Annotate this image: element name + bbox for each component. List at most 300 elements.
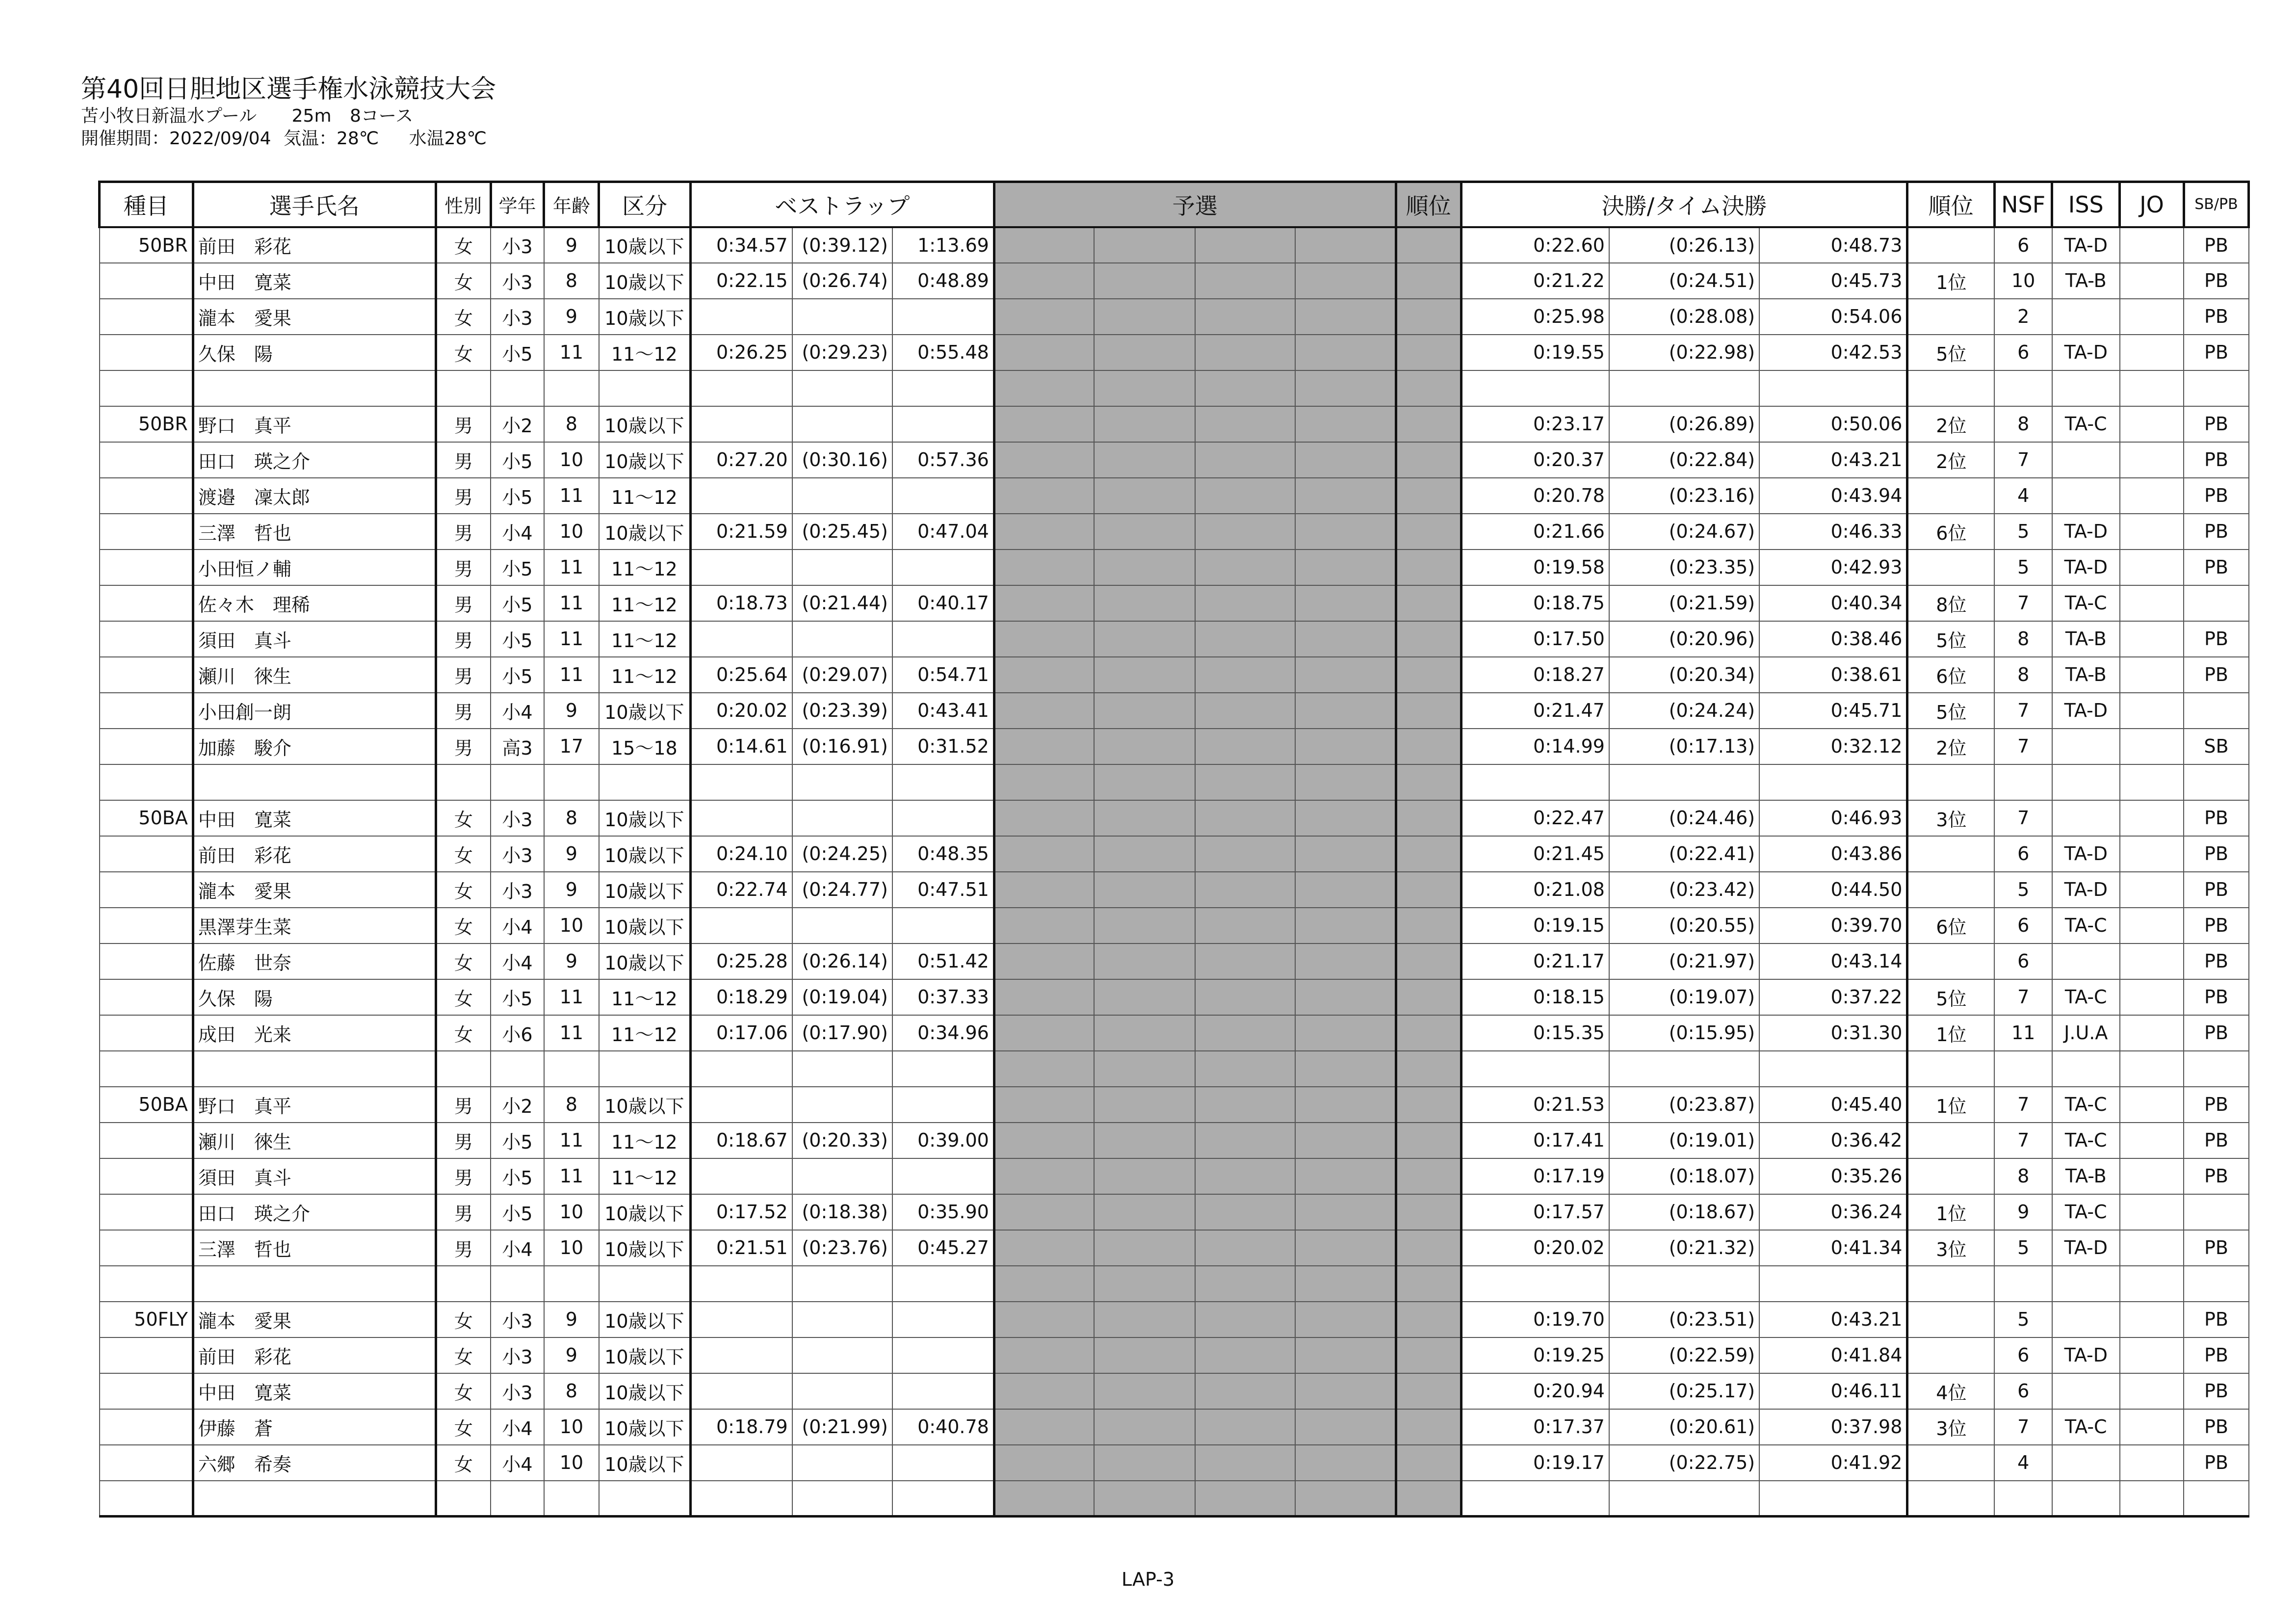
col-prelim: 予選 — [994, 182, 1396, 227]
row-final-2: (0:22.98) — [1609, 335, 1759, 370]
table-row — [100, 1266, 2249, 1302]
col-event: 種目 — [100, 182, 193, 227]
row-rank — [1907, 1302, 1995, 1337]
row-best-lap-3 — [892, 478, 994, 514]
row-prelim-1 — [994, 1445, 1094, 1481]
row-rank: 1位 — [1907, 1194, 1995, 1230]
table-row — [100, 406, 2249, 442]
row-grade: 小5 — [491, 442, 544, 478]
row-nsf: 7 — [1994, 979, 2052, 1015]
row-age: 9 — [544, 299, 599, 335]
row-prelim-rank — [1396, 764, 1461, 800]
row-final-3: 0:40.34 — [1759, 585, 1907, 621]
table-row — [100, 764, 2249, 800]
row-prelim-rank — [1396, 836, 1461, 872]
row-prelim-2 — [1094, 1266, 1195, 1302]
row-name: 瀬川 徠生 — [193, 1123, 436, 1158]
row-name: 前田 彩花 — [193, 836, 436, 872]
row-event — [100, 442, 193, 478]
row-division: 11～12 — [599, 335, 690, 370]
row-prelim-1 — [994, 442, 1094, 478]
row-prelim-4 — [1295, 1373, 1396, 1409]
row-prelim-4 — [1295, 514, 1396, 550]
row-age: 11 — [544, 1158, 599, 1194]
row-final-1: 0:14.99 — [1461, 729, 1609, 764]
row-best-lap-1: 0:21.59 — [690, 514, 792, 550]
row-division: 10歳以下 — [599, 1302, 690, 1337]
row-nsf: 7 — [1994, 693, 2052, 729]
row-final-2: (0:20.61) — [1609, 1409, 1759, 1445]
row-name: 黒澤芽生菜 — [193, 908, 436, 943]
row-best-lap-2: (0:39.12) — [792, 227, 892, 263]
row-best-lap-3: 1:13.69 — [892, 227, 994, 263]
page-label: LAP-3 — [1121, 1569, 1174, 1590]
row-grade: 小5 — [491, 478, 544, 514]
table-row — [100, 1158, 2249, 1194]
row-prelim-rank — [1396, 1302, 1461, 1337]
meet-title: 第40回日胆地区選手権水泳競技大会 — [81, 75, 496, 104]
row-prelim-3 — [1195, 979, 1295, 1015]
row-nsf: 7 — [1994, 729, 2052, 764]
row-sbpb: SB — [2184, 729, 2248, 764]
row-jo — [2120, 442, 2184, 478]
row-iss — [2052, 442, 2120, 478]
row-name: 前田 彩花 — [193, 227, 436, 263]
row-final-1 — [1461, 1481, 1609, 1517]
row-prelim-3 — [1195, 1481, 1295, 1517]
row-division: 11～12 — [599, 478, 690, 514]
row-prelim-2 — [1094, 764, 1195, 800]
row-jo — [2120, 1123, 2184, 1158]
row-nsf: 6 — [1994, 1373, 2052, 1409]
row-name: 小田創一朗 — [193, 693, 436, 729]
row-nsf: 7 — [1994, 800, 2052, 836]
row-event — [100, 263, 193, 299]
row-prelim-rank — [1396, 1087, 1461, 1123]
row-prelim-1 — [994, 1230, 1094, 1266]
row-prelim-1 — [994, 943, 1094, 979]
row-final-1: 0:22.47 — [1461, 800, 1609, 836]
row-best-lap-3: 0:40.78 — [892, 1409, 994, 1445]
row-best-lap-3: 0:48.35 — [892, 836, 994, 872]
row-rank: 1位 — [1907, 1087, 1995, 1123]
row-final-1: 0:17.41 — [1461, 1123, 1609, 1158]
table-row — [100, 1051, 2249, 1087]
row-prelim-4 — [1295, 1230, 1396, 1266]
venue-name: 苫小牧日新温水プール — [81, 106, 257, 126]
row-best-lap-1: 0:22.74 — [690, 872, 792, 908]
row-prelim-2 — [1094, 1445, 1195, 1481]
row-best-lap-1 — [690, 299, 792, 335]
row-prelim-2 — [1094, 1123, 1195, 1158]
row-jo — [2120, 1194, 2184, 1230]
row-division: 11～12 — [599, 979, 690, 1015]
row-final-1: 0:18.15 — [1461, 979, 1609, 1015]
row-name: 中田 寛菜 — [193, 800, 436, 836]
row-best-lap-3 — [892, 1051, 994, 1087]
table-row — [100, 800, 2249, 836]
row-age: 17 — [544, 729, 599, 764]
row-division: 10歳以下 — [599, 263, 690, 299]
row-final-1: 0:18.75 — [1461, 585, 1609, 621]
row-rank — [1907, 1337, 1995, 1373]
row-name: 須田 真斗 — [193, 1158, 436, 1194]
row-name: 須田 真斗 — [193, 621, 436, 657]
row-best-lap-1: 0:21.51 — [690, 1230, 792, 1266]
row-jo — [2120, 657, 2184, 693]
row-final-2: (0:20.96) — [1609, 621, 1759, 657]
row-age — [544, 1051, 599, 1087]
row-prelim-4 — [1295, 1087, 1396, 1123]
row-iss: TA-D — [2052, 550, 2120, 585]
row-age — [544, 764, 599, 800]
row-grade: 小5 — [491, 1194, 544, 1230]
row-prelim-rank — [1396, 1481, 1461, 1517]
row-rank: 6位 — [1907, 908, 1995, 943]
row-prelim-4 — [1295, 657, 1396, 693]
row-sex — [436, 764, 491, 800]
row-division — [599, 1051, 690, 1087]
row-best-lap-2: (0:26.74) — [792, 263, 892, 299]
row-prelim-3 — [1195, 836, 1295, 872]
row-best-lap-2: (0:26.14) — [792, 943, 892, 979]
row-prelim-1 — [994, 1302, 1094, 1337]
row-best-lap-2: (0:18.38) — [792, 1194, 892, 1230]
row-final-3 — [1759, 764, 1907, 800]
row-iss — [2052, 943, 2120, 979]
row-final-1 — [1461, 764, 1609, 800]
row-prelim-rank — [1396, 263, 1461, 299]
row-event — [100, 1194, 193, 1230]
row-prelim-rank — [1396, 657, 1461, 693]
row-grade: 小5 — [491, 1158, 544, 1194]
row-rank — [1907, 227, 1995, 263]
row-final-1: 0:21.17 — [1461, 943, 1609, 979]
row-best-lap-1: 0:20.02 — [690, 693, 792, 729]
row-final-1: 0:19.17 — [1461, 1445, 1609, 1481]
row-event — [100, 979, 193, 1015]
row-sex: 男 — [436, 585, 491, 621]
row-grade: 小5 — [491, 550, 544, 585]
row-final-2: (0:22.41) — [1609, 836, 1759, 872]
row-final-2: (0:17.13) — [1609, 729, 1759, 764]
row-iss — [2052, 1302, 2120, 1337]
row-age: 10 — [544, 514, 599, 550]
row-grade: 小3 — [491, 1337, 544, 1373]
row-best-lap-2: (0:21.99) — [792, 1409, 892, 1445]
row-best-lap-1: 0:17.06 — [690, 1015, 792, 1051]
row-sex: 女 — [436, 335, 491, 370]
col-nsf: NSF — [1994, 182, 2052, 227]
row-prelim-3 — [1195, 1337, 1295, 1373]
row-prelim-1 — [994, 657, 1094, 693]
row-division: 10歳以下 — [599, 406, 690, 442]
row-name: 田口 瑛之介 — [193, 1194, 436, 1230]
row-nsf: 8 — [1994, 621, 2052, 657]
row-best-lap-2 — [792, 1481, 892, 1517]
row-sbpb — [2184, 764, 2248, 800]
row-prelim-4 — [1295, 1481, 1396, 1517]
row-event: 50BA — [100, 1087, 193, 1123]
row-iss: J.U.A — [2052, 1015, 2120, 1051]
row-prelim-2 — [1094, 514, 1195, 550]
row-rank — [1907, 1481, 1995, 1517]
row-best-lap-3: 0:45.27 — [892, 1230, 994, 1266]
row-age: 9 — [544, 227, 599, 263]
row-event — [100, 693, 193, 729]
table-row — [100, 693, 2249, 729]
row-event — [100, 585, 193, 621]
row-division — [599, 764, 690, 800]
row-rank — [1907, 550, 1995, 585]
row-prelim-4 — [1295, 872, 1396, 908]
row-best-lap-2: (0:23.39) — [792, 693, 892, 729]
row-prelim-4 — [1295, 1409, 1396, 1445]
row-event — [100, 1373, 193, 1409]
table-row — [100, 1230, 2249, 1266]
row-grade: 小2 — [491, 406, 544, 442]
row-sex: 男 — [436, 406, 491, 442]
row-iss: TA-B — [2052, 657, 2120, 693]
row-final-2 — [1609, 1481, 1759, 1517]
row-best-lap-1 — [690, 1087, 792, 1123]
row-jo — [2120, 764, 2184, 800]
row-nsf: 6 — [1994, 1337, 2052, 1373]
row-prelim-rank — [1396, 550, 1461, 585]
row-prelim-1 — [994, 1015, 1094, 1051]
row-division: 10歳以下 — [599, 1087, 690, 1123]
row-final-3: 0:41.92 — [1759, 1445, 1907, 1481]
row-event — [100, 943, 193, 979]
row-sex: 女 — [436, 872, 491, 908]
row-final-1: 0:21.66 — [1461, 514, 1609, 550]
row-name — [193, 764, 436, 800]
row-event — [100, 1266, 193, 1302]
table-row — [100, 908, 2249, 943]
row-final-1: 0:25.98 — [1461, 299, 1609, 335]
row-jo — [2120, 406, 2184, 442]
row-jo — [2120, 1051, 2184, 1087]
row-final-1: 0:21.45 — [1461, 836, 1609, 872]
row-best-lap-3 — [892, 621, 994, 657]
row-prelim-1 — [994, 621, 1094, 657]
row-final-1: 0:19.15 — [1461, 908, 1609, 943]
row-jo — [2120, 1481, 2184, 1517]
row-prelim-4 — [1295, 764, 1396, 800]
row-prelim-2 — [1094, 1194, 1195, 1230]
row-iss: TA-C — [2052, 1409, 2120, 1445]
row-final-1: 0:17.57 — [1461, 1194, 1609, 1230]
row-prelim-2 — [1094, 335, 1195, 370]
row-nsf: 7 — [1994, 585, 2052, 621]
row-prelim-2 — [1094, 1409, 1195, 1445]
table-body — [100, 227, 2249, 1517]
row-prelim-1 — [994, 370, 1094, 406]
row-event — [100, 1230, 193, 1266]
row-prelim-1 — [994, 263, 1094, 299]
row-sbpb: PB — [2184, 979, 2248, 1015]
row-final-1: 0:15.35 — [1461, 1015, 1609, 1051]
row-prelim-1 — [994, 764, 1094, 800]
row-rank: 5位 — [1907, 335, 1995, 370]
row-best-lap-2 — [792, 1087, 892, 1123]
row-best-lap-2 — [792, 406, 892, 442]
row-event — [100, 514, 193, 550]
row-grade: 高3 — [491, 729, 544, 764]
row-sbpb: PB — [2184, 1123, 2248, 1158]
row-name — [193, 370, 436, 406]
row-prelim-2 — [1094, 836, 1195, 872]
row-best-lap-1 — [690, 908, 792, 943]
row-prelim-4 — [1295, 908, 1396, 943]
row-nsf: 11 — [1994, 1015, 2052, 1051]
row-jo — [2120, 1087, 2184, 1123]
row-sex: 男 — [436, 1087, 491, 1123]
row-best-lap-3 — [892, 406, 994, 442]
row-division: 11～12 — [599, 550, 690, 585]
row-prelim-1 — [994, 800, 1094, 836]
row-name: 成田 光来 — [193, 1015, 436, 1051]
table-row — [100, 621, 2249, 657]
row-jo — [2120, 1409, 2184, 1445]
row-sbpb: PB — [2184, 1445, 2248, 1481]
row-nsf: 5 — [1994, 1230, 2052, 1266]
row-best-lap-1: 0:17.52 — [690, 1194, 792, 1230]
row-final-3 — [1759, 370, 1907, 406]
row-best-lap-1: 0:34.57 — [690, 227, 792, 263]
row-best-lap-1: 0:18.29 — [690, 979, 792, 1015]
row-event — [100, 299, 193, 335]
row-division: 10歳以下 — [599, 943, 690, 979]
row-best-lap-1: 0:18.79 — [690, 1409, 792, 1445]
row-final-2: (0:21.97) — [1609, 943, 1759, 979]
row-prelim-rank — [1396, 908, 1461, 943]
row-jo — [2120, 227, 2184, 263]
row-division: 10歳以下 — [599, 299, 690, 335]
row-final-3: 0:37.98 — [1759, 1409, 1907, 1445]
row-name: 瀧本 愛果 — [193, 299, 436, 335]
row-prelim-3 — [1195, 729, 1295, 764]
row-rank: 1位 — [1907, 263, 1995, 299]
row-nsf: 6 — [1994, 227, 2052, 263]
row-prelim-3 — [1195, 1445, 1295, 1481]
row-division: 10歳以下 — [599, 1337, 690, 1373]
row-age: 11 — [544, 1015, 599, 1051]
row-iss: TA-D — [2052, 693, 2120, 729]
row-final-3: 0:43.94 — [1759, 478, 1907, 514]
row-sbpb — [2184, 1481, 2248, 1517]
row-best-lap-2: (0:19.04) — [792, 979, 892, 1015]
table-row — [100, 550, 2249, 585]
row-sbpb — [2184, 1194, 2248, 1230]
row-division: 11～12 — [599, 657, 690, 693]
row-sex — [436, 1266, 491, 1302]
row-best-lap-3 — [892, 800, 994, 836]
row-final-2: (0:24.67) — [1609, 514, 1759, 550]
row-rank: 2位 — [1907, 729, 1995, 764]
row-grade: 小4 — [491, 1445, 544, 1481]
row-name: 前田 彩花 — [193, 1337, 436, 1373]
row-grade — [491, 1266, 544, 1302]
row-prelim-4 — [1295, 836, 1396, 872]
row-final-1: 0:20.94 — [1461, 1373, 1609, 1409]
row-best-lap-3: 0:43.41 — [892, 693, 994, 729]
row-prelim-1 — [994, 872, 1094, 908]
row-jo — [2120, 1266, 2184, 1302]
row-event — [100, 370, 193, 406]
row-best-lap-2 — [792, 1158, 892, 1194]
row-rank — [1907, 478, 1995, 514]
row-sbpb: PB — [2184, 908, 2248, 943]
row-best-lap-1: 0:18.73 — [690, 585, 792, 621]
row-final-2: (0:26.89) — [1609, 406, 1759, 442]
row-best-lap-2 — [792, 1051, 892, 1087]
row-sbpb: PB — [2184, 1337, 2248, 1373]
table-row — [100, 335, 2249, 370]
row-rank: 1位 — [1907, 1015, 1995, 1051]
row-prelim-4 — [1295, 550, 1396, 585]
row-rank: 3位 — [1907, 800, 1995, 836]
col-division: 区分 — [599, 182, 690, 227]
row-jo — [2120, 908, 2184, 943]
row-prelim-3 — [1195, 263, 1295, 299]
row-grade: 小4 — [491, 1409, 544, 1445]
row-division — [599, 1481, 690, 1517]
table-row — [100, 1373, 2249, 1409]
row-best-lap-2 — [792, 299, 892, 335]
row-prelim-4 — [1295, 1445, 1396, 1481]
row-age — [544, 1266, 599, 1302]
row-prelim-4 — [1295, 979, 1396, 1015]
row-age: 11 — [544, 657, 599, 693]
row-prelim-3 — [1195, 1230, 1295, 1266]
row-prelim-2 — [1094, 478, 1195, 514]
row-best-lap-3 — [892, 764, 994, 800]
row-nsf: 7 — [1994, 1087, 2052, 1123]
row-sex: 女 — [436, 1409, 491, 1445]
row-division: 10歳以下 — [599, 1373, 690, 1409]
col-sbpb: SB/PB — [2184, 182, 2248, 227]
row-nsf: 4 — [1994, 1445, 2052, 1481]
row-grade: 小6 — [491, 1015, 544, 1051]
row-sbpb: PB — [2184, 442, 2248, 478]
row-nsf: 7 — [1994, 442, 2052, 478]
row-sbpb: PB — [2184, 1015, 2248, 1051]
row-sex: 女 — [436, 1373, 491, 1409]
row-nsf: 9 — [1994, 1194, 2052, 1230]
row-division: 10歳以下 — [599, 1409, 690, 1445]
row-prelim-1 — [994, 514, 1094, 550]
row-prelim-1 — [994, 1194, 1094, 1230]
row-prelim-4 — [1295, 1337, 1396, 1373]
row-prelim-3 — [1195, 872, 1295, 908]
row-prelim-1 — [994, 1087, 1094, 1123]
row-grade — [491, 1051, 544, 1087]
row-best-lap-2: (0:24.77) — [792, 872, 892, 908]
row-prelim-rank — [1396, 1158, 1461, 1194]
row-nsf: 10 — [1994, 263, 2052, 299]
row-final-3: 0:42.93 — [1759, 550, 1907, 585]
row-rank: 6位 — [1907, 514, 1995, 550]
row-prelim-2 — [1094, 1481, 1195, 1517]
row-iss: TA-C — [2052, 1123, 2120, 1158]
row-best-lap-1 — [690, 1481, 792, 1517]
row-prelim-3 — [1195, 1373, 1295, 1409]
row-prelim-rank — [1396, 1123, 1461, 1158]
row-best-lap-2 — [792, 800, 892, 836]
row-prelim-rank — [1396, 1409, 1461, 1445]
row-prelim-2 — [1094, 442, 1195, 478]
